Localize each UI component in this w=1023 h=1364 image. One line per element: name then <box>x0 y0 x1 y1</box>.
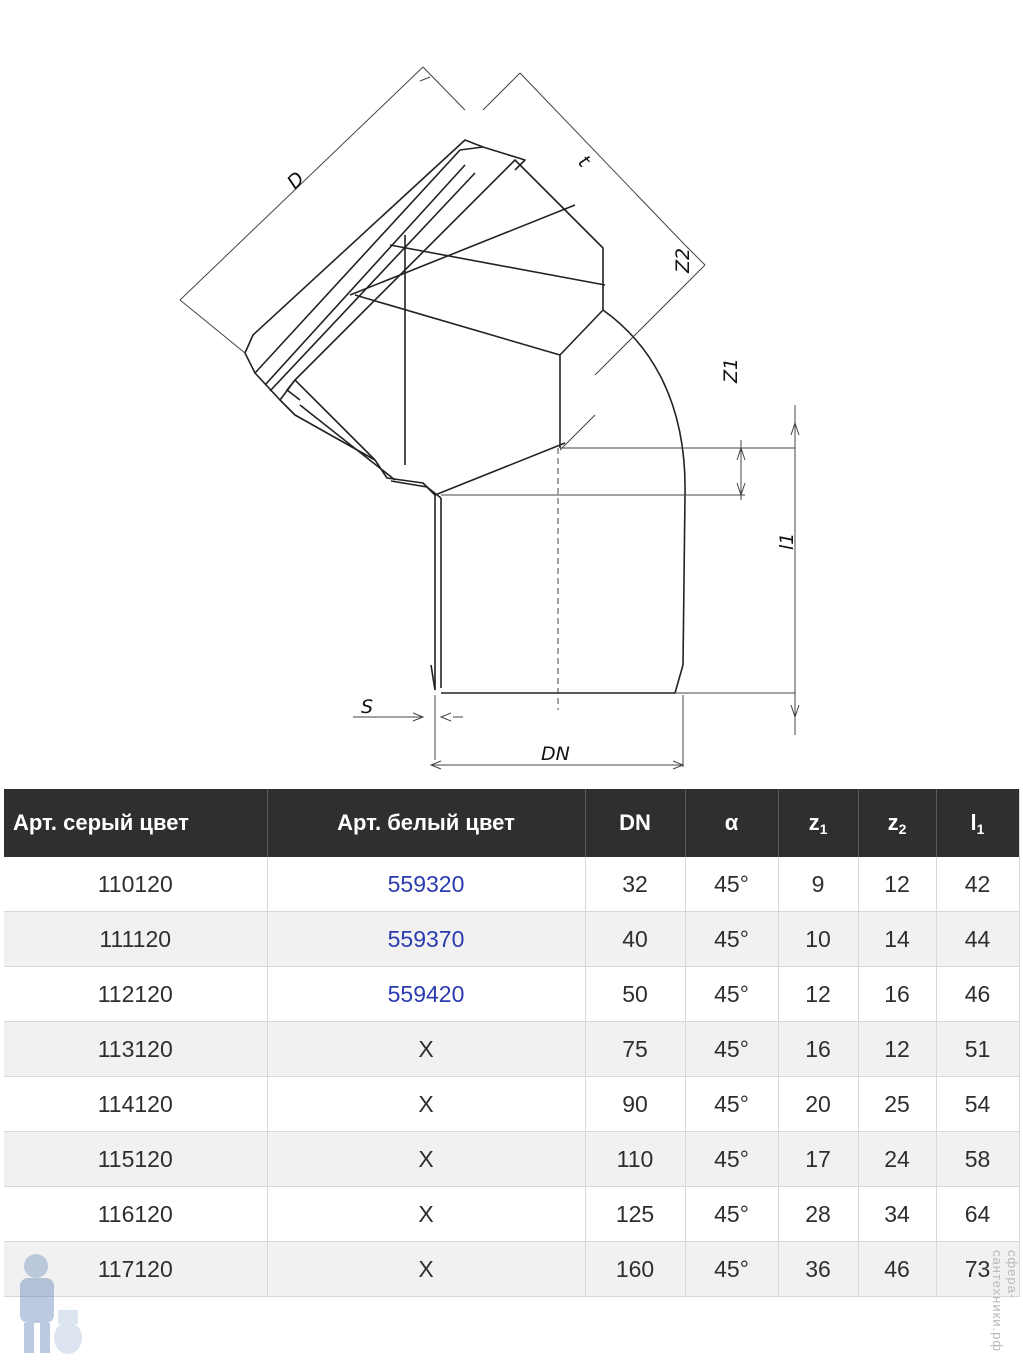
cell-alpha: 45° <box>685 1022 778 1077</box>
cell-z1: 36 <box>778 1242 858 1297</box>
table-row <box>4 1022 1019 1077</box>
cell-z1: 17 <box>778 1132 858 1187</box>
site-watermark: сфера-сантехники.рф <box>990 1250 1020 1353</box>
cell-l1: 46 <box>936 967 1019 1022</box>
cell-dn: 32 <box>585 857 685 912</box>
cell-dn: 90 <box>585 1077 685 1132</box>
link-art-white[interactable]: 559320 <box>267 857 585 912</box>
cell-l1: 54 <box>936 1077 1019 1132</box>
cell-alpha: 45° <box>685 1077 778 1132</box>
label-z1: Z1 <box>720 357 742 383</box>
cell-z2: 16 <box>858 967 936 1022</box>
header-art-white: Арт. белый цвет <box>267 789 585 857</box>
socket-body <box>295 160 603 460</box>
cell-dn: 160 <box>585 1242 685 1297</box>
cell-art-gray: 116120 <box>4 1187 267 1242</box>
cell-z1: 20 <box>778 1077 858 1132</box>
table-row <box>4 1132 1019 1187</box>
label-D: D <box>282 167 309 194</box>
header-z1-base: z <box>808 809 820 835</box>
table-row <box>4 1187 1019 1242</box>
cell-l1: 64 <box>936 1187 1019 1242</box>
cell-l1: 51 <box>936 1022 1019 1077</box>
header-z1-sub: 1 <box>819 820 828 837</box>
header-art-gray: Арт. серый цвет <box>4 789 267 857</box>
plumber-mascot-icon <box>6 1248 86 1358</box>
table-header-row <box>4 789 1019 857</box>
cell-alpha: 45° <box>685 967 778 1022</box>
cell-dn: 110 <box>585 1132 685 1187</box>
label-l1: l1 <box>776 532 798 550</box>
cell-art-white: X <box>267 1132 585 1187</box>
cell-dn: 75 <box>585 1022 685 1077</box>
cell-alpha: 45° <box>685 1132 778 1187</box>
cell-l1: 58 <box>936 1132 1019 1187</box>
label-t: t <box>573 150 595 172</box>
cell-z2: 14 <box>858 912 936 967</box>
cell-art-gray: 114120 <box>4 1077 267 1132</box>
link-art-white[interactable]: 559370 <box>267 912 585 967</box>
cell-l1: 44 <box>936 912 1019 967</box>
header-z2-base: z <box>887 809 899 835</box>
cell-art-white: X <box>267 1242 585 1297</box>
pipe-bottom-right-wall <box>683 495 685 665</box>
elbow-drawing-svg <box>105 55 875 780</box>
cell-art-gray: 111120 <box>4 912 267 967</box>
spec-table <box>4 789 1020 1297</box>
cell-z1: 16 <box>778 1022 858 1077</box>
cell-z2: 12 <box>858 857 936 912</box>
header-z1 <box>778 789 858 857</box>
cell-art-gray: 110120 <box>4 857 267 912</box>
header-l1-sub: 1 <box>976 820 985 837</box>
pipe-bottom-edge <box>441 665 683 693</box>
elbow-outer-curve <box>603 310 685 495</box>
cell-z2: 34 <box>858 1187 936 1242</box>
label-S: S <box>361 696 374 718</box>
cell-z2: 24 <box>858 1132 936 1187</box>
header-alpha: α <box>685 789 778 857</box>
cell-z1: 9 <box>778 857 858 912</box>
cell-art-gray: 117120 <box>4 1242 267 1297</box>
cell-z1: 12 <box>778 967 858 1022</box>
cell-art-gray: 113120 <box>4 1022 267 1077</box>
cell-art-white: X <box>267 1077 585 1132</box>
cell-z1: 10 <box>778 912 858 967</box>
cell-z2: 12 <box>858 1022 936 1077</box>
cell-l1: 73 <box>936 1242 1019 1297</box>
cell-z1: 28 <box>778 1187 858 1242</box>
header-z2-sub: 2 <box>898 820 907 837</box>
table-row <box>4 912 1019 967</box>
cell-alpha: 45° <box>685 857 778 912</box>
cell-alpha: 45° <box>685 1187 778 1242</box>
cell-z2: 46 <box>858 1242 936 1297</box>
cell-z2: 25 <box>858 1077 936 1132</box>
cell-art-gray: 115120 <box>4 1132 267 1187</box>
table-row <box>4 967 1019 1022</box>
cell-dn: 40 <box>585 912 685 967</box>
header-l1-base: l <box>970 809 977 835</box>
plumber-mascot-svg <box>6 1248 86 1358</box>
cell-dn: 125 <box>585 1187 685 1242</box>
header-l1 <box>936 789 1019 857</box>
link-art-white[interactable]: 559420 <box>267 967 585 1022</box>
header-z2 <box>858 789 936 857</box>
cell-art-white: X <box>267 1187 585 1242</box>
cell-art-gray: 112120 <box>4 967 267 1022</box>
cell-alpha: 45° <box>685 912 778 967</box>
cell-l1: 42 <box>936 857 1019 912</box>
header-dn: DN <box>585 789 685 857</box>
technical-drawing <box>105 55 875 780</box>
label-DN: DN <box>541 743 570 765</box>
table-row <box>4 1242 1019 1297</box>
cell-alpha: 45° <box>685 1242 778 1297</box>
cell-dn: 50 <box>585 967 685 1022</box>
table-row <box>4 857 1019 912</box>
label-z2: Z2 <box>672 247 694 273</box>
table-row <box>4 1077 1019 1132</box>
cell-art-white: X <box>267 1022 585 1077</box>
